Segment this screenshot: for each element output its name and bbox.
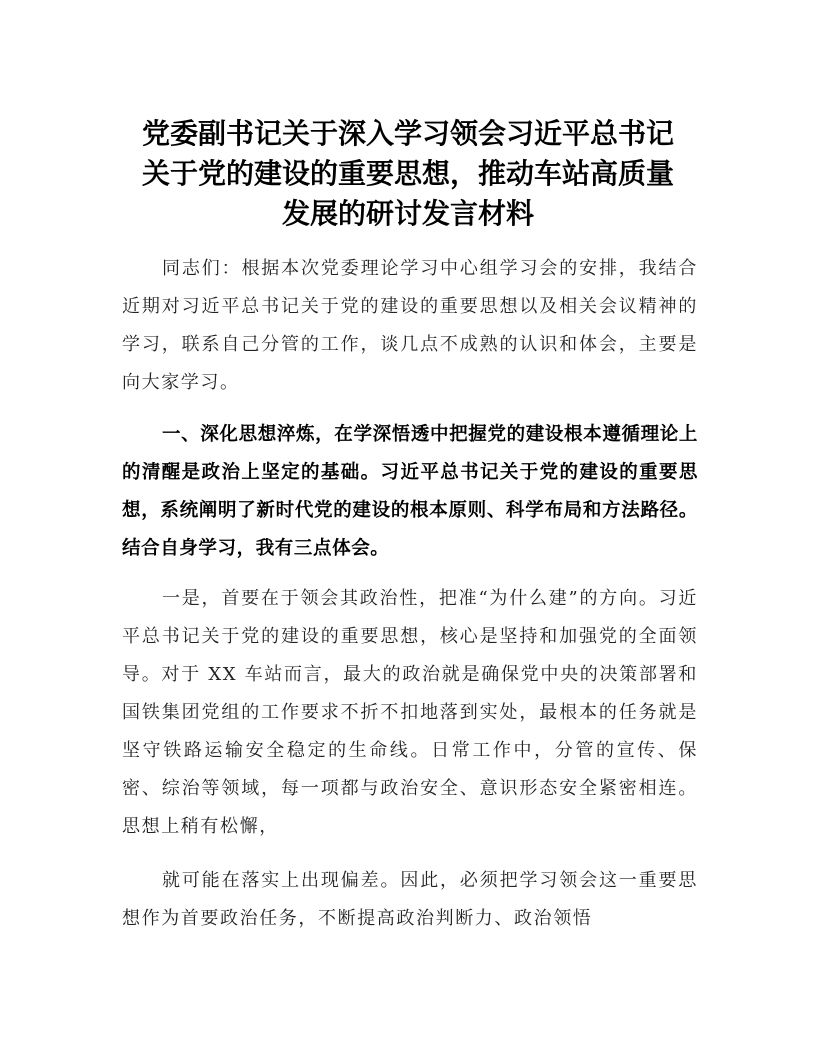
body-paragraph: 一是，首要在于领会其政治性，把准“为什么建”的方向。习近平总书记关于党的建设的重要思想，核心是坚持和加强党的全面领导。对于 XX 车站而言，最大的政治就是确保党中央的决策部署和国铁集团党组的工作要求不折不扣地落到实处，最根本的任务就是坚守铁路运输安全稳定的生命线。日常工作中，分管的宣传、保密、综治等领域，每一项都与政治安全、意识形态安全紧密相连。思想上稍有松懈， xyxy=(122,588,698,837)
title-line: 关于党的建设的重要思想，推动车站高质量 xyxy=(141,157,674,190)
document-title xyxy=(110,114,706,234)
title-line: 党委副书记关于深入学习领会习近平总书记 xyxy=(141,117,674,150)
opening-paragraph: 同志们：根据本次党委理论学习中心组学习会的安排，我结合近期对习近平总书记关于党的建设的重要思想以及相关会议精神的学习，联系自己分管的工作，谈几点不成熟的认识和体会，主要是向大家学习。 xyxy=(122,258,698,393)
title-line: 发展的研讨发言材料 xyxy=(281,197,534,230)
section-heading-paragraph: 一、深化思想淬炼，在学深悟透中把握党的建设根本遵循理论上的清醒是政治上坚定的基础。习近平总书记关于党的建设的重要思想，系统阐明了新时代党的建设的根本原则、科学布局和方法路径。结合自身学习，我有三点体会。 xyxy=(122,424,698,559)
body-paragraph: 就可能在落实上出现偏差。因此，必须把学习领会这一重要思想作为首要政治任务，不断提高政治判断力、政治领悟 xyxy=(122,870,698,929)
